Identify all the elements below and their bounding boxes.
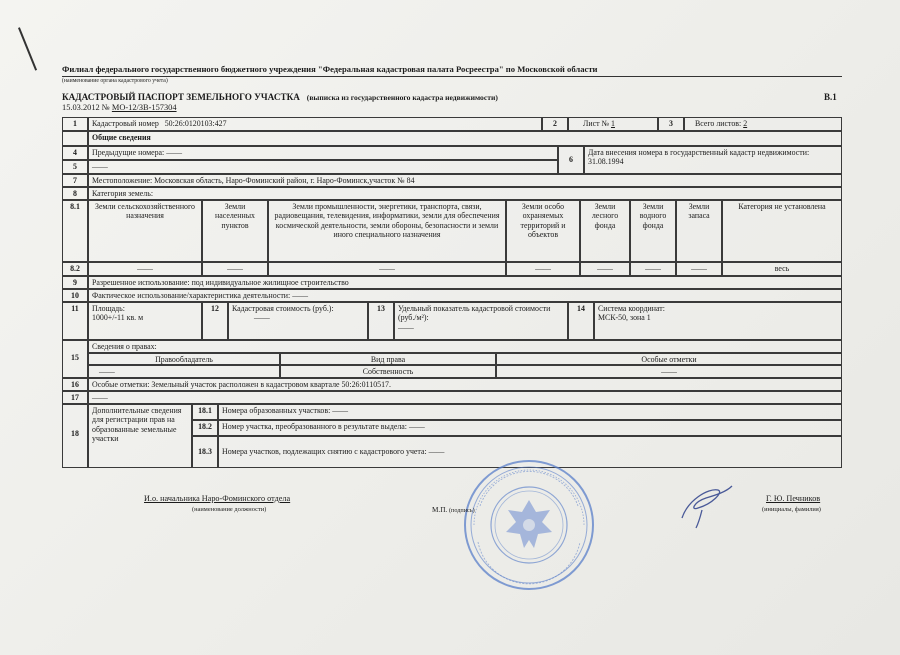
location: Местоположение: Московская область, Наро-Фоминский район, г. Наро-Фоминск,участок № 84 (88, 174, 842, 187)
specific-value-label: Удельный показатель кадастровой стоимости (руб./м²): (398, 304, 551, 323)
right-type-header: Вид права (280, 353, 496, 365)
general-info-heading: Общие сведения (88, 131, 842, 146)
category-value: весь (722, 262, 842, 276)
land-category-heading: Категория земель: (88, 187, 842, 200)
actual-use-label: Фактическое использование/характеристика деятельности: (92, 291, 291, 300)
row-num: 8.2 (62, 262, 88, 276)
deregistered-plots-label: Номера участков, подлежащих снятию с кадастрового учета: (222, 447, 427, 456)
row-num: 16 (62, 378, 88, 391)
row-num: 1 (62, 117, 88, 131)
category-reserve: Земли запаса (676, 200, 722, 262)
position-caption: (наименование должности) (192, 506, 267, 513)
document-date-number (62, 103, 177, 112)
seal-place (432, 506, 475, 514)
row-num: 8.1 (62, 200, 88, 262)
row-num: 17 (62, 391, 88, 404)
cadastral-value-value: —— (254, 313, 270, 323)
row-num: 14 (568, 302, 594, 340)
category-value: —— (268, 262, 506, 276)
document-title (62, 92, 498, 102)
category-water: Земли водного фонда (630, 200, 676, 262)
form-code: В.1 (824, 92, 837, 102)
category-not-set: Категория не установлена (722, 200, 842, 262)
row-num: 4 (62, 146, 88, 160)
row-num: 3 (658, 117, 684, 131)
cadastral-value-label: Кадастровая стоимость (руб.): (232, 304, 334, 313)
sheet-label: Лист № (583, 119, 610, 128)
category-value: —— (580, 262, 630, 276)
actual-use-value: —— (292, 291, 308, 300)
cadastral-table (62, 117, 842, 468)
category-forest: Земли лесного фонда (580, 200, 630, 262)
row-num: 18.3 (192, 436, 218, 468)
organization-name: Филиал федерального государственного бюджетного учреждения "Федеральная кадастровая палата Росреестра" по Московской области (62, 64, 598, 74)
empty-cell (62, 131, 88, 146)
row-num: 11 (62, 302, 88, 340)
deregistered-plots-value: —— (428, 447, 445, 456)
row-num: 18.1 (192, 404, 218, 420)
total-sheets-label: Всего листов: (695, 119, 742, 128)
row-num: 6 (558, 146, 584, 174)
pen-mark (18, 27, 37, 70)
row-5-value: —— (88, 160, 558, 174)
coordinate-system-value: МСК-50, зона 1 (598, 313, 651, 323)
permitted-use: Разрешенное использование: под индивидуальное жилищное строительство (88, 276, 842, 289)
row-num: 15 (62, 340, 88, 378)
row-num: 9 (62, 276, 88, 289)
mp-label: М.П. (432, 506, 448, 514)
name-caption: (инициалы, фамилия) (762, 506, 821, 513)
area-cell (88, 302, 202, 340)
sheet-value: 1 (611, 119, 615, 128)
category-value: —— (676, 262, 722, 276)
formed-plots-value: —— (332, 406, 349, 415)
category-settlements: Земли населенных пунктов (202, 200, 268, 262)
cadastral-value-cell (228, 302, 368, 340)
registration-date: Дата внесения номера в государственный кадастр недвижимости: 31.08.1994 (584, 146, 842, 174)
category-value: —— (202, 262, 268, 276)
coordinate-system-label: Система координат: (598, 304, 665, 313)
cadastral-number-label: Кадастровый номер (92, 119, 159, 128)
row-num: 18.2 (192, 420, 218, 436)
special-notes: Особые отметки: Земельный участок расположен в кадастровом квартале 50:26:0110517. (88, 378, 842, 391)
area-value: 1000+/-11 кв. м (92, 313, 144, 323)
specific-value-cell (394, 302, 568, 340)
category-value: —— (88, 262, 202, 276)
formed-plots-label: Номера образованных участков: (222, 406, 331, 415)
row-num: 8 (62, 187, 88, 200)
actual-use-cell (88, 289, 842, 302)
signature-caption: (подпись) (448, 507, 475, 514)
row-num: 2 (542, 117, 568, 131)
organization-caption: (наименование органа кадастрового учета) (62, 78, 168, 84)
row-num: 10 (62, 289, 88, 302)
rights-holder-header: Правообладатель (88, 353, 280, 365)
total-sheets-cell (684, 117, 842, 131)
cadastral-number-value: 50:26:0120103:427 (164, 119, 227, 128)
previous-numbers-value: —— (166, 148, 183, 157)
previous-numbers-label: Предыдущие номера: (92, 148, 165, 157)
document-date: 15.03.2012 № (62, 103, 110, 112)
additional-info: Дополнительные сведения для регистрации прав на образованные земельные участки (88, 404, 192, 468)
special-marks-value: —— (496, 365, 842, 378)
row-17-value: —— (88, 391, 842, 404)
divider (62, 76, 842, 77)
right-type-value: Собственность (280, 365, 496, 378)
rights-holder-value: —— (88, 365, 280, 378)
coordinate-system-cell (594, 302, 842, 340)
row-num: 18 (62, 404, 88, 468)
previous-numbers-cell (88, 146, 558, 160)
document-title-text: КАДАСТРОВЫЙ ПАСПОРТ ЗЕМЕЛЬНОГО УЧАСТКА (62, 92, 300, 102)
rights-heading: Сведения о правах: (88, 340, 842, 353)
cadastral-number-cell (88, 117, 542, 131)
category-value: —— (630, 262, 676, 276)
row-num: 13 (368, 302, 394, 340)
row-num: 5 (62, 160, 88, 174)
document-subtitle: (выписка из государственного кадастра недвижимости) (306, 93, 498, 102)
document-number: МО-12/ЗВ-157304 (111, 103, 177, 112)
official-position: И.о. начальника Наро-Фоминского отдела (144, 494, 291, 503)
transformed-plot-value: —— (408, 422, 425, 431)
transformed-plot-label: Номер участка, преобразованного в результате выдела: (222, 422, 407, 431)
official-name: Г. Ю. Печников (766, 494, 821, 503)
total-sheets-value: 2 (743, 119, 748, 128)
row-num: 7 (62, 174, 88, 187)
transformed-plot-cell (218, 420, 842, 436)
category-value: —— (506, 262, 580, 276)
special-marks-header: Особые отметки (496, 353, 842, 365)
category-industry: Земли промышленности, энергетики, транспорта, связи, радиовещания, телевидения, информатики, земли для обеспечения космической деятельности, земли обороны, безопасности и земли иного специального назначения (268, 200, 506, 262)
area-label: Площадь: (92, 304, 125, 313)
category-agricultural: Земли сельскохозяйственного назначения (88, 200, 202, 262)
row-num: 12 (202, 302, 228, 340)
sheet-cell (568, 117, 658, 131)
category-protected: Земли особо охраняемых территорий и объектов (506, 200, 580, 262)
formed-plots-cell (218, 404, 842, 420)
signature-block (62, 490, 842, 530)
specific-value-value: —— (398, 322, 414, 332)
